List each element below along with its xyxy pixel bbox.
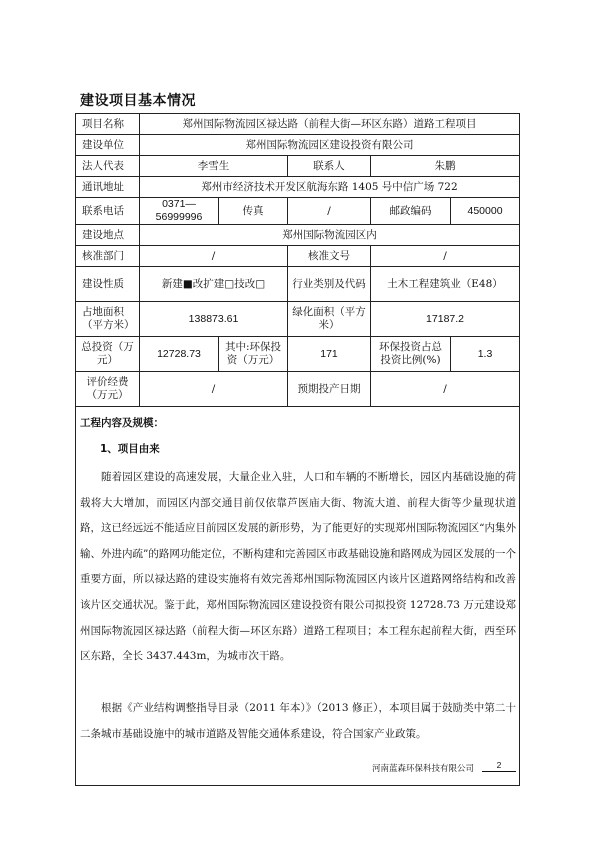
table-row [76, 114, 520, 135]
prod-date-value: / [371, 372, 520, 407]
nature-label: 建设性质 [76, 267, 140, 302]
fax-label: 传真 [219, 198, 288, 225]
approval-dept-label: 核准部门 [76, 246, 140, 267]
table-row [76, 372, 520, 407]
location-value: 郑州国际物流园区内 [140, 225, 520, 246]
env-invest-label: 其中:环保投资（万元） [219, 337, 288, 372]
table-row [76, 135, 520, 156]
assess-fee-label: 评价经费（万元） [76, 372, 140, 407]
unit-label: 建设单位 [76, 135, 140, 156]
industry-value: 土木工程建筑业（E48） [371, 267, 520, 302]
legal-rep-label: 法人代表 [76, 156, 140, 177]
phone-value: 0371—56999996 [140, 198, 219, 225]
unit-value: 郑州国际物流园区建设投资有限公司 [140, 135, 520, 156]
green-value: 17187.2 [371, 302, 520, 337]
address-label: 通讯地址 [76, 177, 140, 198]
table-row [76, 302, 520, 337]
project-info-table [75, 113, 520, 786]
table-row [76, 225, 520, 246]
table-row [76, 246, 520, 267]
page-title: 建设项目基本情况 [80, 93, 196, 109]
green-label: 绿化面积（平方米） [288, 302, 371, 337]
env-ratio-value: 1.3 [451, 337, 520, 372]
location-label: 建设地点 [76, 225, 140, 246]
invest-value: 12728.73 [140, 337, 219, 372]
table-row [76, 407, 520, 786]
project-name-value: 郑州国际物流园区禄达路（前程大街—环区东路）道路工程项目 [140, 114, 520, 135]
invest-label: 总投资（万元） [76, 337, 140, 372]
prod-date-label: 预期投产日期 [288, 372, 371, 407]
approval-doc-label: 核准文号 [288, 246, 371, 267]
table-row [76, 337, 520, 372]
section-heading: 工程内容及规模： [80, 417, 164, 429]
env-ratio-label: 环保投资占总投资比例(%) [371, 337, 451, 372]
project-name-label: 项目名称 [76, 114, 140, 135]
table-row [76, 198, 520, 225]
paragraph: 根据《产业结构调整指导目录（2011 年本）》（2013 修正），本项目属于鼓励类中第二十二条城市基础设施中的城市道路及智能交通体系建设，符合国家产业政策。 [80, 702, 516, 740]
assess-fee-value: / [140, 372, 288, 407]
approval-doc-value: / [371, 246, 520, 267]
area-value: 138873.61 [140, 302, 288, 337]
nature-value: 新建■改扩建□技改□ [140, 267, 288, 302]
env-invest-value: 171 [288, 337, 371, 372]
contact-label: 联系人 [288, 156, 371, 177]
industry-label: 行业类别及代码 [288, 267, 371, 302]
table-row [76, 177, 520, 198]
footer-company: 河南蓝森环保科技有限公司 [372, 764, 475, 774]
postcode-label: 邮政编码 [371, 198, 451, 225]
paragraph: 随着园区建设的高速发展，大量企业入驻，人口和车辆的不断增长，园区内基础设施的荷载将大大增加，而园区内部交通目前仅依靠芦医庙大街、物流大道、前程大街等少量现状道路，这已经远远不能适应目前园区发展的新形势，为了能更好的实现郑州国际物流园区“内集外输、外进内疏”的路网功能定位，不断构建和完善园区市政基础设施和路网成为园区发展的一个重要方面，所以禄达路的建设实施将有效完善郑州国际物流园区内该片区道路网络结构和改善该片区交通状况。鉴于此，郑州国际物流园区建设投资有限公司拟投资 12728.73 万元建设郑州国际物流园区禄达路（前程大街—环区东路）道路工程项目；本工程东起前程大街，西至环区东路，全长 3437.443m，为城市次干路。 [80, 471, 516, 663]
legal-rep-value: 李雪生 [140, 156, 288, 177]
postcode-value: 450000 [451, 198, 520, 225]
phone-label: 联系电话 [76, 198, 140, 225]
table-row [76, 156, 520, 177]
page-number: 2 [482, 760, 516, 772]
sub-heading: 1、项目由来 [100, 443, 160, 455]
area-label: 占地面积（平方米） [76, 302, 140, 337]
table-row [76, 267, 520, 302]
content-cell [76, 407, 520, 786]
address-value: 郑州市经济技术开发区航海东路 1405 号中信广场 722 [140, 177, 520, 198]
approval-dept-value: / [140, 246, 288, 267]
fax-value: / [288, 198, 371, 225]
contact-value: 朱鹏 [371, 156, 520, 177]
